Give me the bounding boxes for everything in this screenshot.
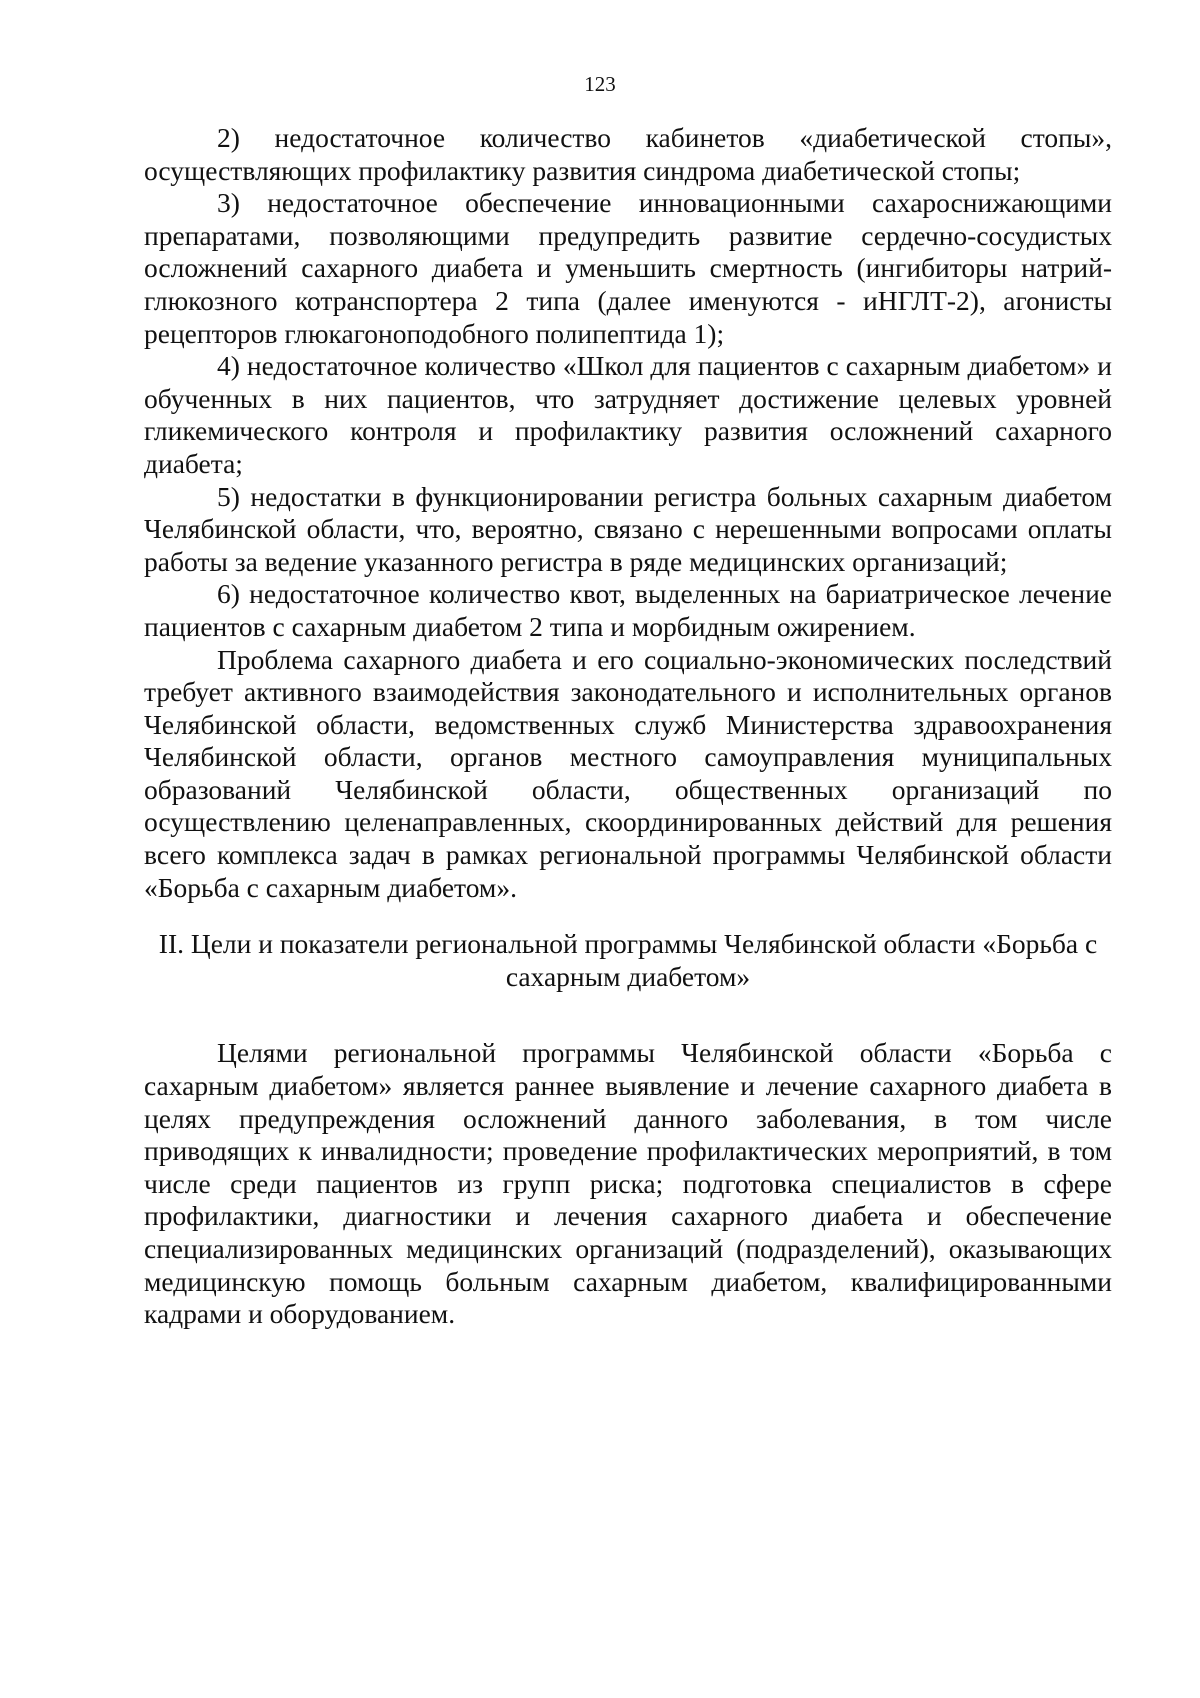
paragraph-problem: Проблема сахарного диабета и его социально-экономических последствий требует активного взаимодействия законодательного и исполнительных органов Челябинской области, ведомственных служб Министерства здравоохранения Челябинской области, органов местного самоуправления муниципальных образований Челябинской области, общественных организаций по осуществлению целенаправленных, скоординированных действий для решения всего комплекса задач в рамках региональной программы Челябинской области «Борьба с сахарным диабетом». <box>144 643 1112 903</box>
document-body <box>144 122 1112 1331</box>
paragraph-item-2: 2) недостаточное количество кабинетов «диабетической стопы», осуществляющих профилактику развития синдрома диабетической стопы; <box>144 122 1112 186</box>
section-heading: II. Цели и показатели региональной программы Челябинской области «Борьба с сахарным диабетом» <box>158 928 1098 992</box>
paragraph-item-3: 3) недостаточное обеспечение инновационными сахароснижающими препаратами, позволяющими предупредить развитие сердечно-сосудистых осложнений сахарного диабета и уменьшить смертность (ингибиторы натрий-глюкозного котранспортера 2 типа (далее именуются - иНГЛТ-2), агонисты рецепторов глюкагоноподобного полипептида 1); <box>144 187 1112 349</box>
page-number: 123 <box>584 72 616 96</box>
paragraph-item-4: 4) недостаточное количество «Школ для пациентов с сахарным диабетом» и обученных в них пациентов, что затрудняет достижение целевых уровней гликемического контроля и профилактику развития осложнений сахарного диабета; <box>144 350 1112 479</box>
paragraph-item-5: 5) недостатки в функционировании регистра больных сахарным диабетом Челябинской области, что, вероятно, связано с нерешенными вопросами оплаты работы за ведение указанного регистра в ряде медицинских организаций; <box>144 480 1112 577</box>
paragraph-item-6: 6) недостаточное количество квот, выделенных на бариатрическое лечение пациентов с сахарным диабетом 2 типа и морбидным ожирением. <box>144 578 1112 642</box>
paragraph-goals: Целями региональной программы Челябинской области «Борьба с сахарным диабетом» является раннее выявление и лечение сахарного диабета в целях предупреждения осложнений данного заболевания, в том числе приводящих к инвалидности; проведение профилактических мероприятий, в том числе среди пациентов из групп риска; подготовка специалистов в сфере профилактики, диагностики и лечения сахарного диабета и обеспечение специализированных медицинских организаций (подразделений), оказывающих медицинскую помощь больным сахарным диабетом, квалифицированными кадрами и оборудованием. <box>144 1037 1112 1330</box>
